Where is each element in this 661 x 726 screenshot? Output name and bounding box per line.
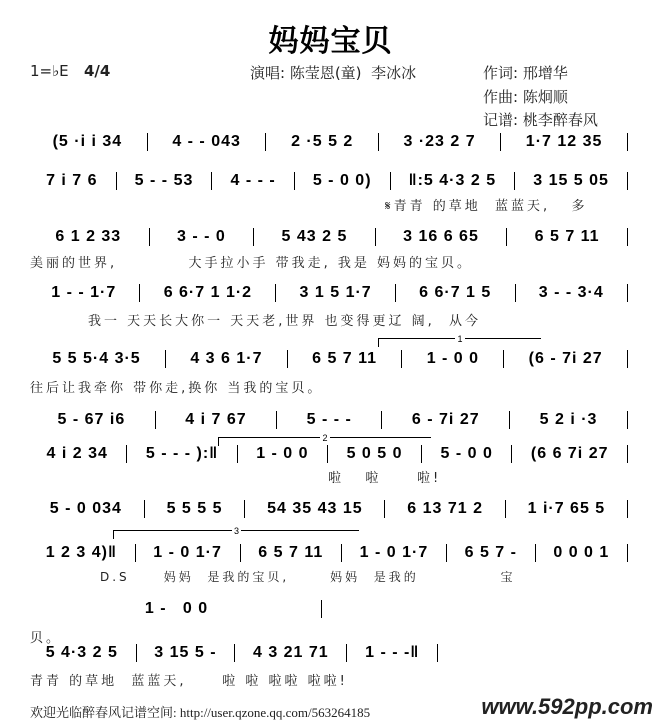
measure-notes: 6 1 2 33 <box>55 228 122 245</box>
measure-notes: 54 35 43 15 <box>267 500 363 517</box>
measure <box>276 284 396 302</box>
measure <box>391 172 516 190</box>
measure <box>28 644 137 662</box>
measure <box>501 133 628 151</box>
measure <box>288 350 403 368</box>
measure-notes: 5 - - - ):‖ <box>145 445 219 462</box>
measure-notes: 6 13 71 2 <box>407 500 483 517</box>
lyrics-line: 青青 的草地 蓝蓝天, 啦 啦 啦啦 啦啦! <box>30 674 348 689</box>
measure <box>28 284 140 302</box>
measure <box>385 500 505 518</box>
measure-notes: 4 - - - <box>230 172 276 189</box>
measure <box>156 411 277 429</box>
measure-notes: 1·7 12 35 <box>525 133 603 150</box>
measure <box>28 133 148 151</box>
song-title: 妈妈宝贝 <box>268 24 393 59</box>
measure <box>28 411 156 429</box>
measure-notes: 3 ·23 2 7 <box>403 133 476 150</box>
measure-notes: 4 i 2 34 <box>46 445 108 462</box>
measure <box>402 350 504 368</box>
measure-notes: 3 - - 3·4 <box>538 284 604 301</box>
measure <box>238 445 328 463</box>
measure <box>150 228 255 246</box>
lyrics-line: 𝄋青青 的草地 蓝蓝天, 多 <box>385 199 588 214</box>
measure <box>328 445 422 463</box>
transcriber-credit: 记谱: 桃李醉春风 <box>483 111 598 129</box>
lyrics-line: 啦 啦 啦! <box>328 471 442 486</box>
measure <box>277 411 382 429</box>
measure-notes: 5 5 5 5 <box>166 500 223 517</box>
notation-row <box>28 644 438 662</box>
measure-notes: (6 6 7i 27 <box>530 445 609 462</box>
measure <box>379 133 501 151</box>
measure-notes: 6 6·7 1 5 <box>419 284 492 301</box>
measure-notes: 4 i 7 67 <box>185 411 247 428</box>
lyricist-credit: 作词: 邢增华 <box>483 64 568 82</box>
site-logo: www.592pp.com <box>481 694 653 719</box>
measure <box>506 500 628 518</box>
measure-notes: 5 - 0 0) <box>312 172 372 189</box>
notation-row <box>28 228 628 246</box>
measure <box>295 172 391 190</box>
composer-credit: 作曲: 陈炯顺 <box>483 88 568 106</box>
measure <box>507 228 628 246</box>
measure-notes: 5 - 0 0 <box>440 445 493 462</box>
measure-notes: 1 - 0 0 <box>256 445 309 462</box>
measure <box>396 284 516 302</box>
measure <box>235 644 347 662</box>
lyrics-line: D.S 妈妈 是我的宝贝, 妈妈 是我的 宝 <box>100 570 516 584</box>
measure <box>266 133 378 151</box>
volta-label: 3 <box>233 526 239 536</box>
singer-credit: 演唱: 陈莹恩(童) 李冰冰 <box>250 64 417 82</box>
measure-notes: 5 4·3 2 5 <box>45 644 118 661</box>
measure <box>212 172 294 190</box>
measure-notes: 3 16 6 65 <box>403 228 479 245</box>
measure <box>137 644 236 662</box>
measure-notes: 5 - 0 034 <box>49 500 122 517</box>
measure-notes: 1 - 0 1·7 <box>153 544 222 561</box>
volta-2 <box>218 433 431 446</box>
measure <box>241 544 342 562</box>
measure-notes: 3 15 5 - <box>154 644 217 661</box>
measure-notes: 3 15 5 05 <box>533 172 609 189</box>
measure <box>516 284 628 302</box>
measure <box>117 172 213 190</box>
measure <box>127 445 237 463</box>
measure <box>512 445 628 463</box>
measure-notes: 1 2 3 4)‖ <box>45 544 117 561</box>
measure <box>28 544 136 562</box>
measure-notes: 5 - 67 i6 <box>57 411 126 428</box>
measure-notes: 6 6·7 1 1·2 <box>163 284 253 301</box>
notation-row <box>28 411 628 429</box>
volta-label: 1 <box>457 334 463 344</box>
measure-notes: 6 5 7 - <box>464 544 517 561</box>
measure-notes: (6 - 7i 27 <box>528 350 603 367</box>
measure-notes: 0 0 0 1 <box>553 544 610 561</box>
notation-row <box>28 350 628 368</box>
volta-3 <box>113 526 359 539</box>
notation-row <box>28 284 628 302</box>
measure-notes: 3 1 5 1·7 <box>299 284 372 301</box>
notation-row <box>32 600 322 618</box>
measure-notes: 6 5 7 11 <box>312 350 378 367</box>
measure-notes: 1 - 0 1·7 <box>359 544 429 561</box>
measure-notes: 5 5 5·4 3·5 <box>52 350 141 367</box>
measure-notes: 4 3 6 1·7 <box>190 350 263 367</box>
notation-row <box>28 445 628 463</box>
footer-text: 欢迎光临醉春风记谱空间: http://user.qzone.qq.com/563264185 <box>30 705 371 720</box>
time-signature: 4/4 <box>84 62 111 80</box>
measure <box>510 411 628 429</box>
measure <box>28 350 166 368</box>
notation-row <box>28 544 628 562</box>
measure-notes: 1 - - -‖ <box>365 644 420 661</box>
notation-row <box>28 133 628 151</box>
measure-notes: 5 43 2 5 <box>281 228 348 245</box>
measure <box>376 228 508 246</box>
measure <box>347 644 438 662</box>
measure-notes: 7 i 7 6 <box>46 172 98 189</box>
measure <box>382 411 510 429</box>
measure <box>515 172 628 190</box>
measure-notes: 1 - - 1·7 <box>51 284 117 301</box>
lyrics-line: 贝。 <box>30 631 63 646</box>
measure <box>28 172 117 190</box>
measure-notes: 1 - 0 0 <box>426 350 480 367</box>
measure-notes: 6 5 7 11 <box>258 544 324 561</box>
measure <box>447 544 536 562</box>
measure <box>504 350 628 368</box>
measure <box>145 500 246 518</box>
measure <box>28 500 145 518</box>
measure-notes: 3 - - 0 <box>176 228 226 245</box>
measure-notes: 4 - - 043 <box>172 133 241 150</box>
measure <box>140 284 276 302</box>
measure-notes: 5 0 5 0 <box>346 445 403 462</box>
measure-notes: 4 3 21 71 <box>252 644 329 661</box>
measure <box>148 133 267 151</box>
measure <box>254 228 376 246</box>
measure-notes: 2 ·5 5 2 <box>291 133 354 150</box>
measure <box>136 544 241 562</box>
volta-label: 2 <box>322 433 328 443</box>
measure <box>166 350 288 368</box>
measure-notes: 1 - 0 0 <box>144 600 209 617</box>
measure-notes: 6 - 7i 27 <box>411 411 480 428</box>
measure-notes: 5 - - 53 <box>134 172 194 189</box>
notation-row <box>28 172 628 190</box>
measure <box>28 445 127 463</box>
key-signature: 1=♭E <box>30 62 69 80</box>
volta-1 <box>378 334 541 347</box>
notation-row <box>28 500 628 518</box>
measure <box>245 500 385 518</box>
lyrics-line: 往后让我牵你 带你走,换你 当我的宝贝。 <box>30 381 324 396</box>
lyrics-line: 美丽的世界, 大手拉小手 带我走, 我是 妈妈的宝贝。 <box>30 256 473 271</box>
measure <box>536 544 628 562</box>
measure-notes: (5 ·i i 34 <box>52 133 123 150</box>
measure-notes: 5 2 i ·3 <box>539 411 598 428</box>
measure-notes: 6 5 7 11 <box>534 228 600 245</box>
measure-notes: ‖:5 4·3 2 5 <box>408 172 497 189</box>
lyrics-line: 我一 天天长大你一 天天老,世界 也变得更辽 阔, 从今 <box>88 314 482 329</box>
measure <box>32 600 322 618</box>
measure <box>342 544 447 562</box>
measure-notes: 5 - - - <box>306 411 352 428</box>
measure <box>28 228 150 246</box>
measure-notes: 1 i·7 65 5 <box>527 500 606 517</box>
measure <box>422 445 512 463</box>
